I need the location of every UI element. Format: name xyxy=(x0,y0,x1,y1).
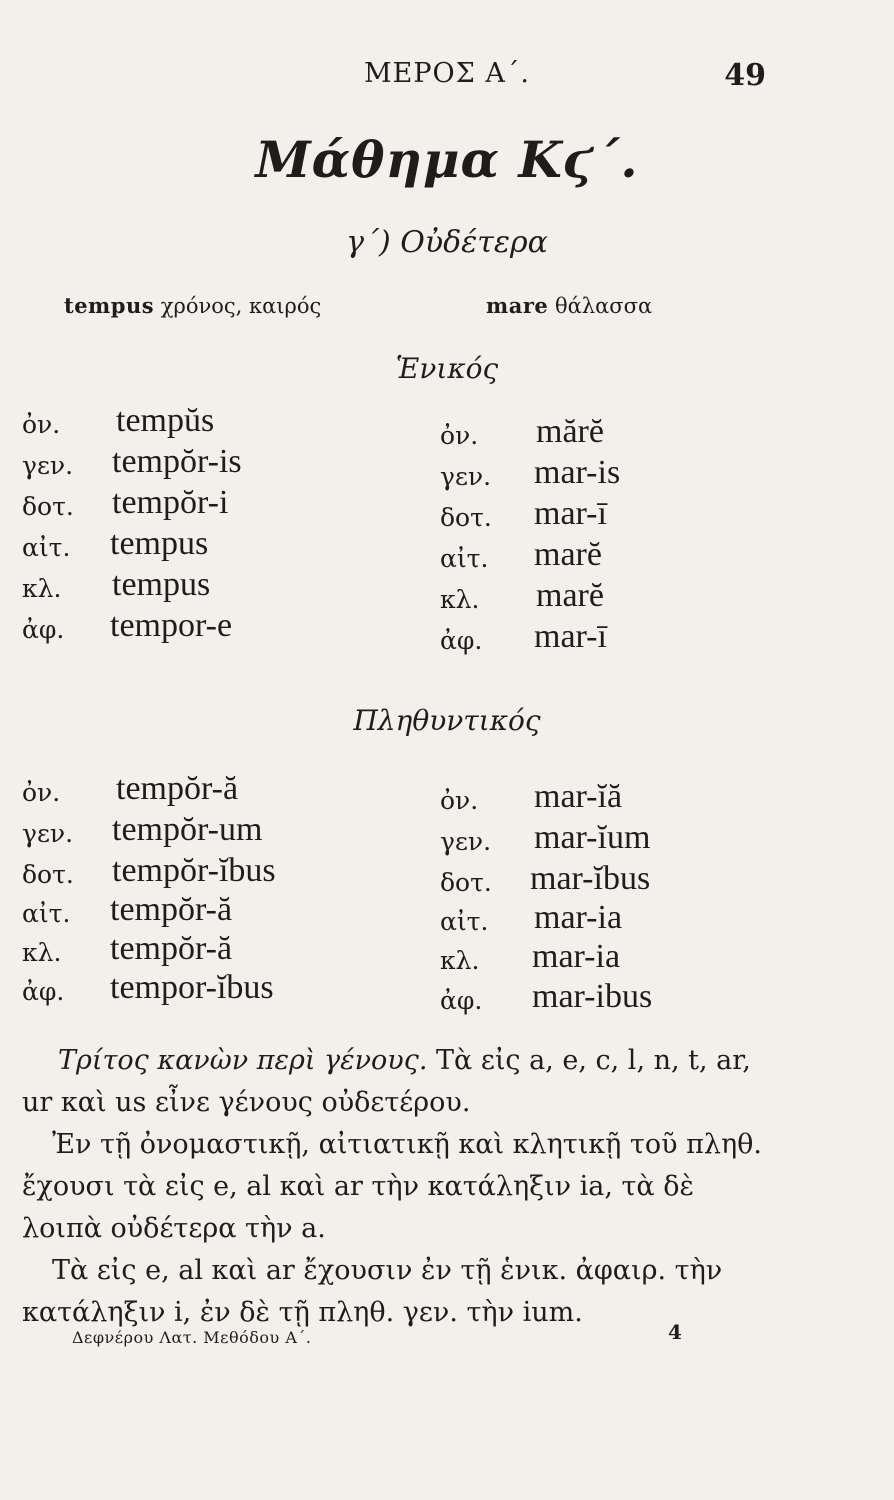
signature-mark: 4 xyxy=(668,1320,682,1344)
declension-form: tempor-ĭbus xyxy=(110,969,274,1006)
rule-paragraph-3: Τὰ εἰς e, al καὶ ar ἔχουσιν ἐν τῇ ἑνικ. ἀφαιρ. τὴν κατάληξιν i, ἐν δὲ τῇ πληθ. γεν. τὴν ium. xyxy=(22,1255,723,1328)
declension-form: mar-is xyxy=(534,454,621,491)
declension-form: tempŏr-ă xyxy=(116,770,239,807)
case-label: ὀν. xyxy=(22,410,61,439)
headword-tempus xyxy=(64,293,321,318)
declension-form: mar-ĭă xyxy=(534,778,623,815)
singular-heading: Ἑνικός xyxy=(395,352,499,385)
case-label: δοτ. xyxy=(440,868,492,897)
headword-greek: θάλασσα xyxy=(554,294,653,318)
case-label: κλ. xyxy=(440,585,480,614)
lesson-title: Μάθημα Κϛ΄. xyxy=(255,130,639,189)
declension-form: tempŏr-ă xyxy=(110,930,233,967)
declension-form: tempŏr-i xyxy=(112,484,229,521)
case-label: κλ. xyxy=(22,938,62,967)
case-label: ἀφ. xyxy=(440,986,483,1015)
case-label: αἰτ. xyxy=(440,544,489,573)
plural-heading: Πληθυντικός xyxy=(353,704,541,737)
declension-form: mar-ĭum xyxy=(534,819,651,856)
case-label: αἰτ. xyxy=(22,899,71,928)
case-label: κλ. xyxy=(22,574,62,603)
declension-form: tempus xyxy=(112,566,211,603)
declension-form: tempŏr-ĭbus xyxy=(112,852,276,889)
declension-form: marĕ xyxy=(534,536,602,573)
case-label: ὀν. xyxy=(22,778,61,807)
case-label: ἀφ. xyxy=(440,626,483,655)
rule-heading: Τρίτος κανὼν περὶ γένους. xyxy=(58,1045,428,1076)
headword-latin: mare xyxy=(486,293,549,318)
declension-form: tempus xyxy=(110,525,209,562)
headword-mare xyxy=(486,293,652,318)
case-label: γεν. xyxy=(440,462,492,491)
case-label: γεν. xyxy=(22,819,74,848)
declension-form: tempŭs xyxy=(116,402,215,439)
case-label: αἰτ. xyxy=(440,907,489,936)
rule-paragraph-1 xyxy=(22,1040,762,1124)
rule-text: Τὰ εἰς a, e, c, l, n, t, ar, ur καὶ us εἶνε γένους οὐδετέρου. xyxy=(22,1045,751,1118)
case-label: ὀν. xyxy=(440,786,479,815)
case-label: ἀφ. xyxy=(22,977,65,1006)
case-label: ὀν. xyxy=(440,421,479,450)
declension-form: tempor-e xyxy=(110,607,233,644)
case-label: δοτ. xyxy=(22,860,74,889)
declension-form: mar-ĭbus xyxy=(530,860,651,897)
declension-form: mar-ibus xyxy=(532,978,653,1015)
declension-form: tempŏr-ă xyxy=(110,891,233,928)
declension-form: mar-ia xyxy=(532,938,621,975)
declension-form: tempŏr-is xyxy=(112,443,242,480)
case-label: γεν. xyxy=(440,827,492,856)
case-label: κλ. xyxy=(440,946,480,975)
declension-form: mar-ia xyxy=(534,899,623,936)
rule-paragraph-2: Ἐν τῇ ὀνομαστικῇ, αἰτιατικῇ καὶ κλητικῇ τοῦ πληθ. ἔχουσι τὰ εἰς e, al καὶ ar τὴν κατάληξιν ia, τὰ δὲ λοιπὰ οὐδέτερα τὴν a. xyxy=(22,1129,762,1244)
headword-latin: tempus xyxy=(64,293,155,318)
declension-form: mărĕ xyxy=(536,413,604,450)
case-label: αἰτ. xyxy=(22,533,71,562)
printer-signature: Δεφνέρου Λατ. Μεθόδου Α΄. xyxy=(72,1328,312,1347)
declension-form: mar-ī xyxy=(534,618,607,655)
running-head: ΜΕΡΟΣ Α΄. xyxy=(364,58,530,89)
case-label: ἀφ. xyxy=(22,615,65,644)
declension-form: marĕ xyxy=(536,577,604,614)
case-label: δοτ. xyxy=(22,492,74,521)
headword-greek: χρόνος, καιρός xyxy=(160,294,322,318)
case-label: γεν. xyxy=(22,451,74,480)
declension-form: mar-ī xyxy=(534,495,607,532)
declension-form: tempŏr-um xyxy=(112,811,263,848)
subsection-title: γ΄) Οὐδέτερα xyxy=(346,225,548,260)
case-label: δοτ. xyxy=(440,503,492,532)
page-number: 49 xyxy=(724,58,766,93)
